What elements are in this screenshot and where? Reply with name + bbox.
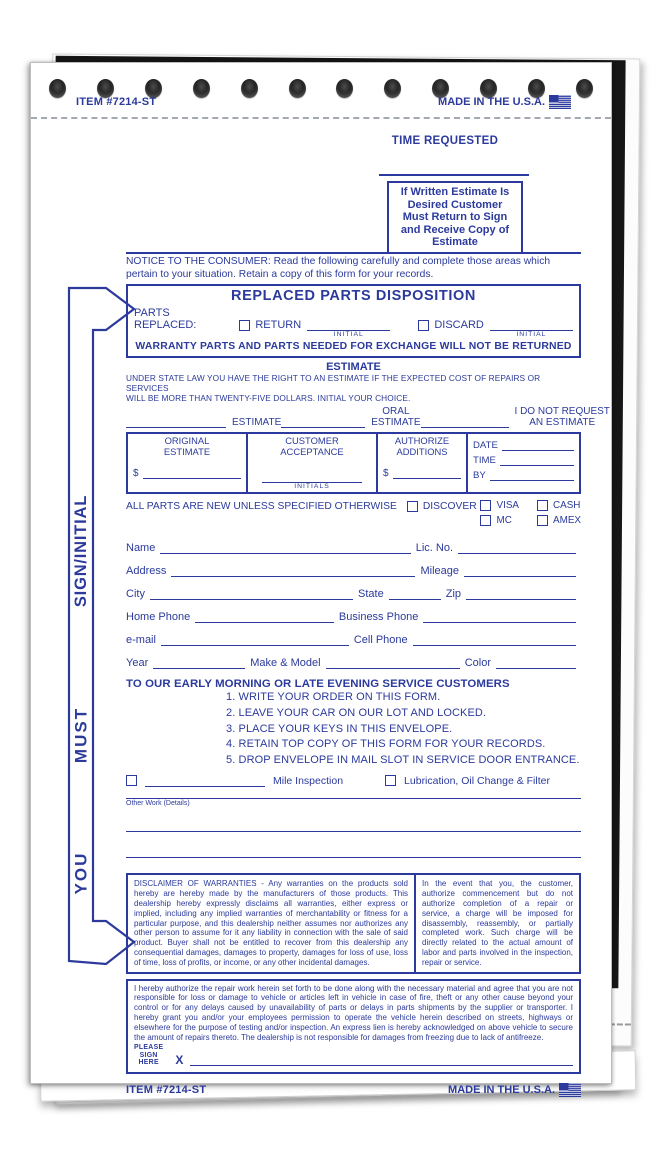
please-sign-here-label: PLEASE SIGN HERE: [134, 1044, 164, 1067]
estimate-heading: ESTIMATE: [326, 361, 381, 374]
email-blank[interactable]: [161, 635, 349, 646]
no-estimate-option-top: I DO NOT REQUEST: [514, 406, 610, 418]
by-blank[interactable]: [490, 470, 574, 481]
disclaimer-box: [126, 873, 581, 973]
address-blank[interactable]: [171, 566, 415, 577]
cash-label: CASH: [553, 500, 581, 512]
footer-item-number: ITEM #7214-ST: [126, 1084, 207, 1097]
estimate-option-label: ESTIMATE: [232, 417, 282, 429]
punch-hole-icon: [576, 79, 593, 98]
mc-checkbox[interactable]: [480, 515, 491, 526]
discard-label: DISCARD: [434, 319, 484, 332]
visa-label: VISA: [496, 500, 519, 512]
signature-x-mark: X: [175, 1053, 184, 1068]
city-label: City: [126, 588, 145, 601]
estimate-initial-blank[interactable]: [126, 417, 226, 428]
time-requested-blank[interactable]: [379, 174, 529, 176]
perforation-line: [31, 117, 611, 119]
year-blank[interactable]: [153, 658, 245, 669]
mileage-blank[interactable]: [464, 566, 576, 577]
sidebar-sign-initial-label: SIGN/INITIAL: [72, 494, 90, 608]
parts-replaced-label: PARTS REPLACED:: [134, 307, 197, 332]
estimate-options-row: [126, 406, 610, 429]
lic-no-label: Lic. No.: [415, 542, 453, 555]
replaced-parts-title: REPLACED PARTS DISPOSITION: [231, 288, 476, 305]
discover-label: DISCOVER: [422, 501, 477, 513]
early-morning-title: TO OUR EARLY MORNING OR LATE EVENING SERVICE CUSTOMERS: [126, 678, 510, 691]
header-rule: [126, 252, 581, 254]
initials-caption: INITIALS: [294, 483, 330, 491]
made-in-usa-label: MADE IN THE U.S.A.: [438, 96, 545, 108]
year-label: Year: [126, 657, 149, 670]
name-label: Name: [126, 542, 156, 555]
other-work-line[interactable]: [126, 857, 581, 858]
make-model-label: Make & Model: [250, 657, 321, 670]
form-sheet: [30, 62, 612, 1097]
lic-no-blank[interactable]: [458, 543, 576, 554]
written-estimate-notice-box: If Written Estimate Is Desired Customer Must Return to Sign and Receive Copy of Estimate: [387, 181, 523, 254]
mile-inspection-label: Mile Inspection: [273, 775, 344, 788]
color-label: Color: [464, 657, 491, 670]
return-initial-blank[interactable]: [307, 319, 390, 339]
signature-blank[interactable]: [190, 1055, 573, 1066]
dollar-sign: $: [383, 468, 389, 480]
authorization-box: [126, 979, 581, 1075]
return-label: RETURN: [255, 319, 302, 332]
sidebar-must-label: MUST: [71, 706, 91, 764]
no-estimate-initial-blank[interactable]: [421, 417, 509, 428]
cell-phone-label: Cell Phone: [353, 634, 408, 647]
date-label: DATE: [473, 440, 498, 452]
item-number: ITEM #7214-ST: [76, 96, 157, 108]
other-work-section: [126, 798, 581, 858]
mc-label: MC: [496, 515, 512, 527]
early-step: 2. LEAVE YOUR CAR ON OUR LOT AND LOCKED.: [226, 706, 487, 719]
time-blank[interactable]: [500, 455, 574, 466]
time-label: TIME: [473, 455, 496, 467]
footer-made-in-usa-label: MADE IN THE U.S.A.: [448, 1084, 555, 1097]
sidebar-you-label: YOU: [71, 851, 91, 895]
discard-checkbox[interactable]: [418, 320, 429, 331]
authorize-additions-blank[interactable]: [393, 468, 461, 479]
initial-caption: INITIAL: [333, 331, 364, 339]
state-label: State: [358, 588, 384, 601]
estimate-law-line1: UNDER STATE LAW YOU HAVE THE RIGHT TO AN ESTIMATE IF THE EXPECTED COST OF REPAIRS OR SERVICES: [126, 373, 541, 394]
address-label: Address: [126, 565, 167, 578]
dollar-sign: $: [133, 468, 139, 480]
zip-blank[interactable]: [466, 589, 576, 600]
us-flag-icon: [549, 95, 571, 109]
make-model-blank[interactable]: [326, 658, 460, 669]
initial-caption: INITIAL: [516, 331, 547, 339]
email-label: e-mail: [126, 634, 156, 647]
original-estimate-header: ORIGINAL ESTIMATE: [163, 435, 211, 457]
early-step: 1. WRITE YOUR ORDER ON THIS FORM.: [226, 691, 441, 704]
visa-checkbox[interactable]: [480, 500, 491, 511]
other-work-line[interactable]: [126, 831, 581, 832]
mileage-label: Mileage: [420, 565, 459, 578]
time-requested-label: TIME REQUESTED: [391, 135, 499, 147]
mile-inspection-checkbox[interactable]: [126, 775, 137, 786]
us-flag-icon: [559, 1083, 581, 1097]
cash-checkbox[interactable]: [537, 500, 548, 511]
customer-acceptance-header: CUSTOMER ACCEPTANCE: [280, 435, 344, 457]
estimate-table: [126, 432, 581, 494]
amex-checkbox[interactable]: [537, 515, 548, 526]
disclaimer-of-warranties: DISCLAIMER OF WARRANTIES - Any warranties on the products sold hereby are hereby made by the manufacturers of those products. This dealership hereby expressly disclaims all warranties, either express or implied, including any implied warranties of merchantability or fitness for a particular purpose, and this dealership neither assumes nor authorizes any other person to assume for it any liability in connection with the sale of said product. Buyer shall not be entitled to recover from this dealership any consequential damages, damages to property, damages for loss of use, loss of time, loss of profits, or income, or any other incidental damages.: [128, 875, 416, 971]
name-blank[interactable]: [160, 543, 410, 554]
customer-acceptance-blank[interactable]: [262, 471, 362, 491]
business-phone-label: Business Phone: [338, 611, 419, 624]
lubrication-label: Lubrication, Oil Change & Filter: [404, 775, 550, 788]
customer-fields: [126, 531, 581, 669]
early-step: 4. RETAIN TOP COPY OF THIS FORM FOR YOUR RECORDS.: [226, 738, 546, 751]
zip-label: Zip: [445, 588, 461, 601]
consumer-notice: NOTICE TO THE CONSUMER: Read the following carefully and complete those areas which pertain to your situation. Retain a copy of this form for your records.: [126, 256, 551, 280]
return-checkbox[interactable]: [239, 320, 250, 331]
color-blank[interactable]: [496, 658, 576, 669]
business-phone-blank[interactable]: [423, 612, 576, 623]
discard-initial-blank[interactable]: [490, 319, 573, 339]
no-estimate-option-bottom: AN ESTIMATE: [529, 417, 596, 429]
mile-inspection-blank[interactable]: [145, 776, 265, 787]
by-label: BY: [473, 470, 486, 482]
original-estimate-blank[interactable]: [143, 468, 241, 479]
partial-completion-notice: In the event that you, the customer, authorize commencement but do not authorize completion of a repair or service, a charge will be imposed for disassembly, reassembly, or partially completed work. Such charge will be directly related to the actual amount of labor and parts involved in the inspection, repair or service.: [422, 879, 573, 967]
discover-checkbox[interactable]: [407, 501, 418, 512]
warranty-note: WARRANTY PARTS AND PARTS NEEDED FOR EXCHANGE WILL NOT BE RETURNED: [135, 341, 572, 353]
early-morning-section: [126, 678, 581, 768]
other-work-line[interactable]: [126, 798, 581, 799]
lubrication-checkbox[interactable]: [385, 775, 396, 786]
other-work-label: Other Work (Details): [126, 800, 190, 808]
home-phone-label: Home Phone: [126, 611, 191, 624]
all-parts-note: ALL PARTS ARE NEW UNLESS SPECIFIED OTHERWISE: [126, 501, 397, 513]
punch-hole-icon: [49, 79, 66, 98]
replaced-parts-box: [126, 284, 581, 358]
early-step: 3. PLACE YOUR KEYS IN THIS ENVELOPE.: [226, 722, 453, 735]
oral-option-top: ORAL: [382, 406, 410, 418]
state-blank[interactable]: [389, 589, 441, 600]
amex-label: AMEX: [553, 515, 581, 527]
early-step: 5. DROP ENVELOPE IN MAIL SLOT IN SERVICE DOOR ENTRANCE.: [226, 753, 580, 766]
estimate-law-line2: WILL BE MORE THAN TWENTY-FIVE DOLLARS. INITIAL YOUR CHOICE.: [126, 393, 411, 404]
authorize-additions-header: AUTHORIZE ADDITIONS: [394, 435, 450, 457]
city-blank[interactable]: [150, 589, 353, 600]
home-phone-blank[interactable]: [195, 612, 334, 623]
authorization-text: I hereby authorize the repair work herein set forth to be done along with the necessary material and agree that you are not responsible for loss or damage to vehicle or articles left in vehicle in case of fire, theft or any other cause beyond your control or for any delays caused by unavailability of parts or delays in parts shipments by the supplier or transporter. I hereby grant you and/or your employees permission to operate the vehicle herein described on streets, highways or elsewhere for the purpose of testing and/or inspection. An express lien is hereby acknowledged on above vehicle to secure the amount of repairs thereto. The dealership is not responsible for damages from freezing due to lack of antifreeze.: [134, 983, 573, 1042]
date-blank[interactable]: [502, 440, 574, 451]
cell-phone-blank[interactable]: [413, 635, 576, 646]
oral-option-bottom: ESTIMATE: [371, 417, 421, 429]
payments-row: [126, 500, 581, 526]
inspection-row: [126, 775, 581, 787]
oral-estimate-initial-blank[interactable]: [281, 417, 365, 428]
